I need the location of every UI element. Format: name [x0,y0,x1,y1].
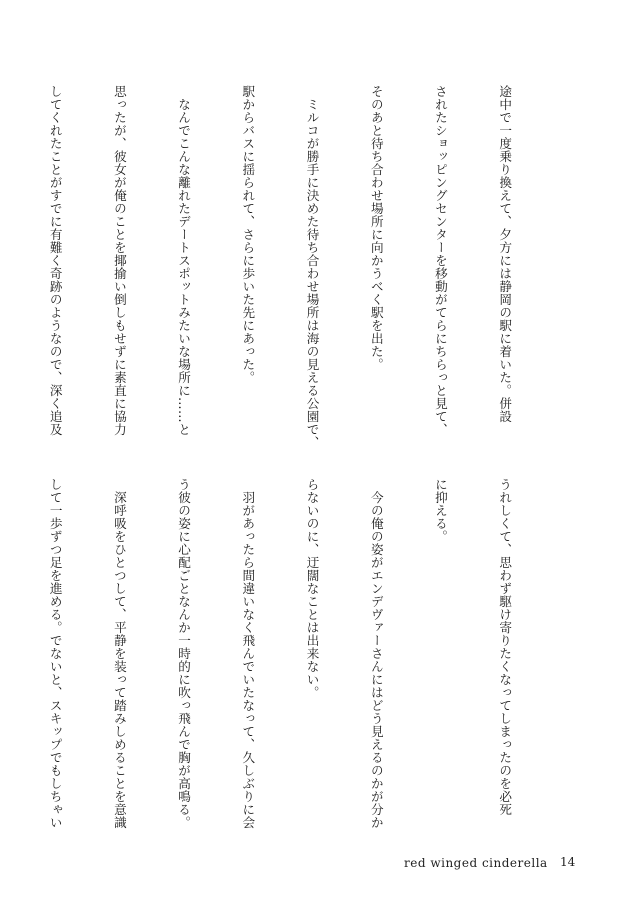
text-column: 思ったが、彼女が俺のことを揶揄い倒しもせずに素直に協力 [111,85,127,436]
text-block-bottom [47,478,558,829]
text-column: 途中で一度乗り換えて、夕方には静岡の駅に着いた。併設 [497,85,513,423]
text-column: そのあと待ち合わせ場所に向かうべく駅を出た。 [368,85,384,371]
text-column: 今の俺の姿がエンデヴァーさんにはどう見えるのかが分か [368,478,384,829]
text-column: に抑える。 [432,478,448,543]
page-number: 14 [560,855,576,869]
text-column [0,478,1,823]
text-column: 羽があったら間違いなく飛んでいたなって、久しぶりに会 [240,478,256,829]
text-column [0,85,1,435]
text-column: う彼の姿に心配ごとなんか一時的に吹っ飛んで胸が高鳴る。 [176,478,192,829]
text-column: 駅からバスに揺られて、さらに歩いた先にあった。 [240,85,256,384]
text-column: らないのに、迂闊なことは出来ない。 [304,478,320,699]
text-column: うれしくて、思わず駆け寄りたくなってしまったのを必死 [497,478,513,816]
running-title: red winged cinderella [404,856,548,870]
text-block-top [47,85,558,449]
text-column: 深呼吸をひとつして、平静を装って踏みしめることを意識 [111,478,127,829]
text-column: して一歩ずつ足を進める。でないと、スキップでもしちゃい [47,478,63,829]
text-column: してくれたことがすでに有難く奇跡のようなので、深く追及 [47,85,63,436]
text-column: なんでこんな離れたデートスポットみたいな場所に……と [176,85,192,436]
text-column: ミルコが勝手に決めた待ち合わせ場所は海の見える公園で、 [304,85,320,449]
text-column: されたショッピングセンターを移動がてらにちらっと見て、 [432,85,448,436]
